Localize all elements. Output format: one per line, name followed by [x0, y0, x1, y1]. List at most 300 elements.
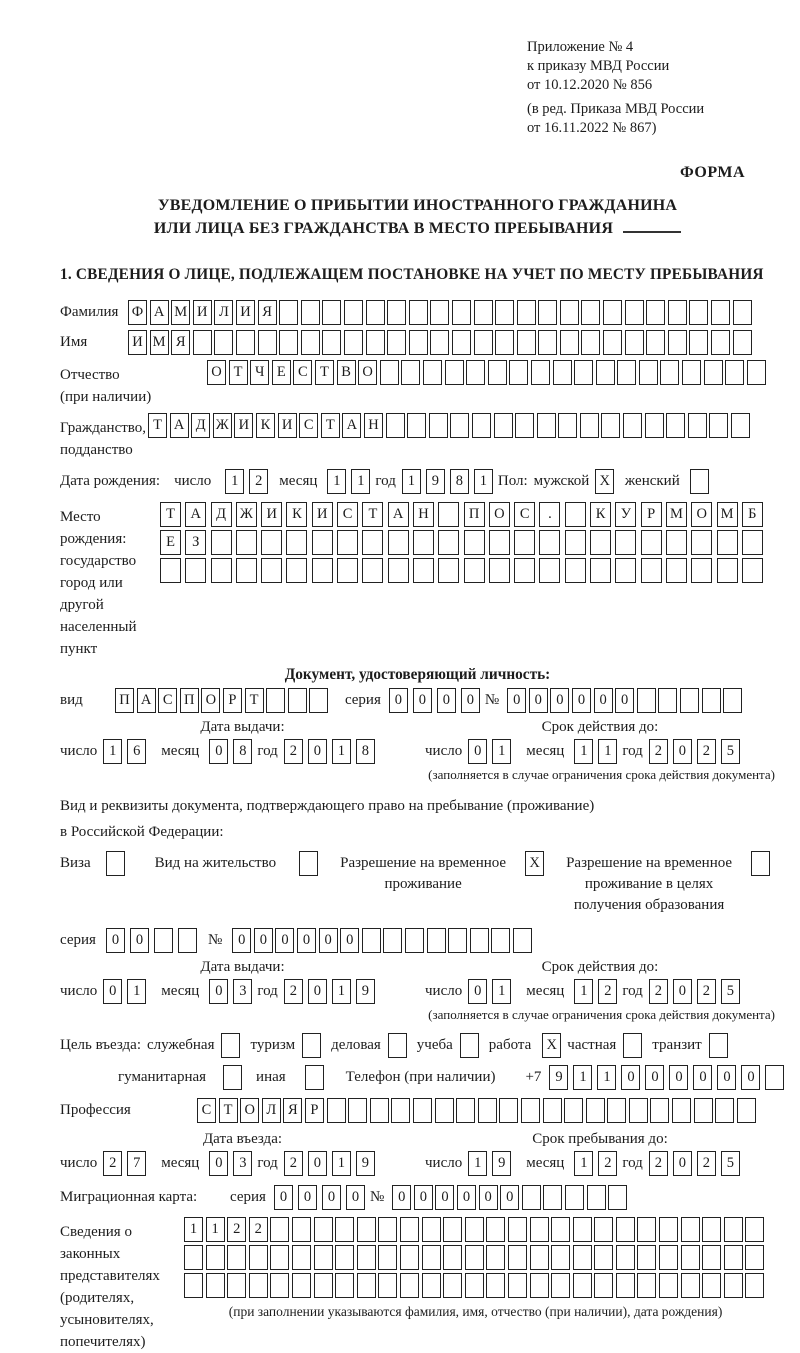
char-cell[interactable]: 9	[492, 1151, 511, 1176]
char-cell[interactable]	[438, 502, 459, 527]
char-cell[interactable]	[488, 360, 507, 385]
char-cell[interactable]	[724, 1217, 743, 1242]
char-cell[interactable]	[337, 558, 358, 583]
char-cell[interactable]	[401, 360, 420, 385]
char-cell[interactable]	[668, 300, 687, 325]
char-cell[interactable]	[489, 558, 510, 583]
char-cell[interactable]	[314, 1217, 333, 1242]
checkbox-cell[interactable]	[299, 851, 318, 876]
char-cell[interactable]	[723, 688, 742, 713]
char-cell[interactable]: Т	[362, 502, 383, 527]
char-cell[interactable]: 5	[721, 739, 740, 764]
char-cell[interactable]: Р	[641, 502, 662, 527]
char-cell[interactable]	[615, 530, 636, 555]
char-cell[interactable]	[443, 1273, 462, 1298]
char-cell[interactable]: 0	[669, 1065, 688, 1090]
char-cell[interactable]: 3	[233, 1151, 252, 1176]
char-cell[interactable]	[378, 1245, 397, 1270]
char-cell[interactable]	[312, 558, 333, 583]
char-cell[interactable]	[637, 1245, 656, 1270]
char-cell[interactable]: Е	[272, 360, 291, 385]
char-cell[interactable]: Р	[223, 688, 242, 713]
char-cell[interactable]	[366, 330, 385, 355]
char-cell[interactable]	[551, 1245, 570, 1270]
char-cell[interactable]: Н	[413, 502, 434, 527]
char-cell[interactable]: Н	[364, 413, 383, 438]
char-cell[interactable]	[565, 502, 586, 527]
char-cell[interactable]	[615, 558, 636, 583]
char-cell[interactable]	[702, 1245, 721, 1270]
char-cell[interactable]: С	[197, 1098, 216, 1123]
char-cell[interactable]	[702, 1217, 721, 1242]
char-cell[interactable]	[574, 360, 593, 385]
char-cell[interactable]: 2	[649, 1151, 668, 1176]
char-cell[interactable]	[702, 688, 721, 713]
char-cell[interactable]	[553, 360, 572, 385]
char-cell[interactable]	[309, 688, 328, 713]
char-cell[interactable]	[429, 413, 448, 438]
char-cell[interactable]: М	[717, 502, 738, 527]
char-cell[interactable]: 2	[697, 739, 716, 764]
char-cell[interactable]	[470, 928, 489, 953]
char-cell[interactable]	[407, 413, 426, 438]
char-cell[interactable]: 9	[356, 1151, 375, 1176]
char-cell[interactable]	[717, 530, 738, 555]
char-cell[interactable]	[160, 558, 181, 583]
char-cell[interactable]: 0	[645, 1065, 664, 1090]
char-cell[interactable]	[211, 558, 232, 583]
char-cell[interactable]	[388, 530, 409, 555]
char-cell[interactable]: 1	[492, 979, 511, 1004]
char-cell[interactable]	[486, 1245, 505, 1270]
char-cell[interactable]	[430, 330, 449, 355]
char-cell[interactable]	[472, 413, 491, 438]
char-cell[interactable]	[279, 300, 298, 325]
char-cell[interactable]	[430, 300, 449, 325]
char-cell[interactable]	[522, 1185, 541, 1210]
char-cell[interactable]	[286, 530, 307, 555]
char-cell[interactable]: А	[150, 300, 169, 325]
char-cell[interactable]	[645, 413, 664, 438]
char-cell[interactable]	[514, 530, 535, 555]
char-cell[interactable]: Л	[214, 300, 233, 325]
char-cell[interactable]	[452, 330, 471, 355]
char-cell[interactable]	[258, 330, 277, 355]
char-cell[interactable]: Ч	[250, 360, 269, 385]
char-cell[interactable]	[443, 1245, 462, 1270]
char-cell[interactable]: 6	[127, 739, 146, 764]
char-cell[interactable]: 1	[103, 739, 122, 764]
char-cell[interactable]: Р	[305, 1098, 324, 1123]
char-cell[interactable]	[565, 558, 586, 583]
char-cell[interactable]	[702, 1273, 721, 1298]
char-cell[interactable]: 2	[598, 1151, 617, 1176]
char-cell[interactable]	[178, 928, 197, 953]
char-cell[interactable]: 1	[574, 1151, 593, 1176]
char-cell[interactable]	[357, 1217, 376, 1242]
char-cell[interactable]	[508, 1273, 527, 1298]
char-cell[interactable]	[513, 928, 532, 953]
char-cell[interactable]: 1	[402, 469, 421, 494]
char-cell[interactable]: 0	[461, 688, 480, 713]
char-cell[interactable]	[616, 1245, 635, 1270]
char-cell[interactable]	[573, 1217, 592, 1242]
char-cell[interactable]	[249, 1273, 268, 1298]
char-cell[interactable]: 0	[275, 928, 294, 953]
char-cell[interactable]	[646, 330, 665, 355]
char-cell[interactable]: О	[201, 688, 220, 713]
char-cell[interactable]	[539, 558, 560, 583]
checkbox-cell[interactable]	[751, 851, 770, 876]
char-cell[interactable]	[637, 1273, 656, 1298]
char-cell[interactable]: 9	[356, 979, 375, 1004]
char-cell[interactable]: А	[342, 413, 361, 438]
checkbox-cell[interactable]	[460, 1033, 479, 1058]
char-cell[interactable]	[724, 1273, 743, 1298]
char-cell[interactable]	[413, 530, 434, 555]
char-cell[interactable]	[206, 1245, 225, 1270]
char-cell[interactable]	[590, 558, 611, 583]
char-cell[interactable]	[499, 1098, 518, 1123]
char-cell[interactable]	[586, 1098, 605, 1123]
char-cell[interactable]	[409, 300, 428, 325]
char-cell[interactable]: 2	[649, 979, 668, 1004]
char-cell[interactable]: 0	[468, 739, 487, 764]
char-cell[interactable]	[629, 1098, 648, 1123]
char-cell[interactable]	[530, 1273, 549, 1298]
char-cell[interactable]	[590, 530, 611, 555]
char-cell[interactable]	[543, 1185, 562, 1210]
char-cell[interactable]: П	[464, 502, 485, 527]
char-cell[interactable]: 0	[741, 1065, 760, 1090]
char-cell[interactable]	[227, 1245, 246, 1270]
char-cell[interactable]: 0	[693, 1065, 712, 1090]
char-cell[interactable]	[211, 530, 232, 555]
char-cell[interactable]: 1	[127, 979, 146, 1004]
char-cell[interactable]	[314, 1273, 333, 1298]
char-cell[interactable]	[508, 1245, 527, 1270]
char-cell[interactable]	[413, 1098, 432, 1123]
char-cell[interactable]: И	[234, 413, 253, 438]
char-cell[interactable]	[688, 413, 707, 438]
char-cell[interactable]	[538, 330, 557, 355]
char-cell[interactable]	[517, 300, 536, 325]
char-cell[interactable]: О	[207, 360, 226, 385]
char-cell[interactable]	[348, 1098, 367, 1123]
char-cell[interactable]	[691, 530, 712, 555]
char-cell[interactable]	[538, 300, 557, 325]
char-cell[interactable]	[478, 1098, 497, 1123]
char-cell[interactable]: 0	[232, 928, 251, 953]
char-cell[interactable]	[413, 558, 434, 583]
char-cell[interactable]	[357, 1273, 376, 1298]
char-cell[interactable]	[288, 688, 307, 713]
char-cell[interactable]: А	[170, 413, 189, 438]
char-cell[interactable]	[362, 558, 383, 583]
char-cell[interactable]	[646, 300, 665, 325]
char-cell[interactable]: 0	[673, 739, 692, 764]
char-cell[interactable]: 0	[550, 688, 569, 713]
char-cell[interactable]: 2	[697, 979, 716, 1004]
char-cell[interactable]	[423, 360, 442, 385]
char-cell[interactable]	[335, 1273, 354, 1298]
char-cell[interactable]	[745, 1245, 764, 1270]
char-cell[interactable]: 0	[130, 928, 149, 953]
char-cell[interactable]: 1	[332, 979, 351, 1004]
char-cell[interactable]	[400, 1273, 419, 1298]
char-cell[interactable]: Я	[258, 300, 277, 325]
char-cell[interactable]	[292, 1273, 311, 1298]
char-cell[interactable]	[521, 1098, 540, 1123]
char-cell[interactable]	[650, 1098, 669, 1123]
char-cell[interactable]	[564, 1098, 583, 1123]
char-cell[interactable]: 8	[450, 469, 469, 494]
char-cell[interactable]: З	[185, 530, 206, 555]
char-cell[interactable]: О	[358, 360, 377, 385]
checkbox-cell[interactable]	[388, 1033, 407, 1058]
char-cell[interactable]: 2	[284, 739, 303, 764]
char-cell[interactable]: 0	[209, 1151, 228, 1176]
char-cell[interactable]	[659, 1245, 678, 1270]
char-cell[interactable]	[531, 360, 550, 385]
char-cell[interactable]	[694, 1098, 713, 1123]
char-cell[interactable]: 9	[426, 469, 445, 494]
char-cell[interactable]: 0	[437, 688, 456, 713]
char-cell[interactable]	[452, 300, 471, 325]
char-cell[interactable]	[494, 413, 513, 438]
char-cell[interactable]	[400, 1217, 419, 1242]
char-cell[interactable]	[682, 360, 701, 385]
char-cell[interactable]: И	[236, 300, 255, 325]
char-cell[interactable]	[378, 1273, 397, 1298]
char-cell[interactable]	[530, 1245, 549, 1270]
char-cell[interactable]	[474, 300, 493, 325]
char-cell[interactable]: 0	[340, 928, 359, 953]
char-cell[interactable]	[362, 928, 381, 953]
checkbox-cell[interactable]: X	[525, 851, 544, 876]
char-cell[interactable]: 0	[621, 1065, 640, 1090]
char-cell[interactable]	[409, 330, 428, 355]
char-cell[interactable]	[427, 928, 446, 953]
char-cell[interactable]: 1	[332, 1151, 351, 1176]
char-cell[interactable]: 0	[389, 688, 408, 713]
char-cell[interactable]	[581, 300, 600, 325]
char-cell[interactable]	[658, 688, 677, 713]
char-cell[interactable]	[214, 330, 233, 355]
char-cell[interactable]	[668, 330, 687, 355]
char-cell[interactable]	[362, 530, 383, 555]
char-cell[interactable]	[495, 300, 514, 325]
char-cell[interactable]	[530, 1217, 549, 1242]
char-cell[interactable]: П	[180, 688, 199, 713]
checkbox-cell[interactable]: X	[542, 1033, 561, 1058]
char-cell[interactable]: 2	[284, 979, 303, 1004]
char-cell[interactable]: 0	[308, 1151, 327, 1176]
char-cell[interactable]	[509, 360, 528, 385]
char-cell[interactable]	[400, 1245, 419, 1270]
char-cell[interactable]: 9	[549, 1065, 568, 1090]
char-cell[interactable]	[581, 330, 600, 355]
char-cell[interactable]	[551, 1217, 570, 1242]
char-cell[interactable]	[573, 1245, 592, 1270]
char-cell[interactable]	[465, 1245, 484, 1270]
char-cell[interactable]	[227, 1273, 246, 1298]
char-cell[interactable]: 0	[673, 1151, 692, 1176]
char-cell[interactable]: М	[666, 502, 687, 527]
char-cell[interactable]	[344, 330, 363, 355]
char-cell[interactable]	[558, 413, 577, 438]
char-cell[interactable]: Т	[160, 502, 181, 527]
char-cell[interactable]	[465, 1217, 484, 1242]
char-cell[interactable]: 0	[500, 1185, 519, 1210]
char-cell[interactable]: 0	[507, 688, 526, 713]
char-cell[interactable]: И	[312, 502, 333, 527]
char-cell[interactable]	[286, 558, 307, 583]
char-cell[interactable]	[312, 530, 333, 555]
char-cell[interactable]: 0	[106, 928, 125, 953]
char-cell[interactable]	[236, 558, 257, 583]
char-cell[interactable]: 0	[392, 1185, 411, 1210]
char-cell[interactable]	[517, 330, 536, 355]
char-cell[interactable]	[292, 1245, 311, 1270]
char-cell[interactable]	[193, 330, 212, 355]
char-cell[interactable]	[681, 1273, 700, 1298]
char-cell[interactable]: 1	[574, 979, 593, 1004]
char-cell[interactable]	[357, 1245, 376, 1270]
char-cell[interactable]	[594, 1245, 613, 1270]
char-cell[interactable]: 0	[479, 1185, 498, 1210]
char-cell[interactable]: 0	[717, 1065, 736, 1090]
char-cell[interactable]	[711, 330, 730, 355]
char-cell[interactable]: 0	[298, 1185, 317, 1210]
char-cell[interactable]	[335, 1217, 354, 1242]
char-cell[interactable]: И	[261, 502, 282, 527]
char-cell[interactable]: 0	[413, 688, 432, 713]
char-cell[interactable]: 7	[127, 1151, 146, 1176]
char-cell[interactable]	[603, 300, 622, 325]
char-cell[interactable]	[435, 1098, 454, 1123]
char-cell[interactable]: 0	[209, 739, 228, 764]
char-cell[interactable]	[301, 330, 320, 355]
char-cell[interactable]: 1	[327, 469, 346, 494]
char-cell[interactable]	[515, 413, 534, 438]
char-cell[interactable]: .	[539, 502, 560, 527]
char-cell[interactable]	[641, 558, 662, 583]
char-cell[interactable]: 0	[529, 688, 548, 713]
char-cell[interactable]: Ф	[128, 300, 147, 325]
char-cell[interactable]: О	[240, 1098, 259, 1123]
char-cell[interactable]: 1	[474, 469, 493, 494]
char-cell[interactable]	[689, 330, 708, 355]
char-cell[interactable]: 0	[297, 928, 316, 953]
char-cell[interactable]	[616, 1273, 635, 1298]
char-cell[interactable]: О	[489, 502, 510, 527]
char-cell[interactable]	[551, 1273, 570, 1298]
char-cell[interactable]	[672, 1098, 691, 1123]
char-cell[interactable]	[565, 530, 586, 555]
char-cell[interactable]: 2	[103, 1151, 122, 1176]
char-cell[interactable]	[596, 360, 615, 385]
char-cell[interactable]: 1	[468, 1151, 487, 1176]
char-cell[interactable]: И	[278, 413, 297, 438]
char-cell[interactable]: 0	[103, 979, 122, 1004]
char-cell[interactable]: 0	[468, 979, 487, 1004]
char-cell[interactable]: С	[293, 360, 312, 385]
char-cell[interactable]	[681, 1217, 700, 1242]
char-cell[interactable]	[704, 360, 723, 385]
char-cell[interactable]: 0	[457, 1185, 476, 1210]
char-cell[interactable]: 1	[351, 469, 370, 494]
char-cell[interactable]	[387, 300, 406, 325]
checkbox-cell[interactable]	[305, 1065, 324, 1090]
char-cell[interactable]	[292, 1217, 311, 1242]
char-cell[interactable]: 1	[598, 739, 617, 764]
char-cell[interactable]	[184, 1273, 203, 1298]
char-cell[interactable]	[742, 530, 763, 555]
char-cell[interactable]: 1	[574, 739, 593, 764]
char-cell[interactable]	[489, 530, 510, 555]
char-cell[interactable]	[514, 558, 535, 583]
checkbox-cell[interactable]	[221, 1033, 240, 1058]
char-cell[interactable]: 0	[308, 739, 327, 764]
char-cell[interactable]: 8	[356, 739, 375, 764]
char-cell[interactable]	[765, 1065, 784, 1090]
char-cell[interactable]: Д	[191, 413, 210, 438]
char-cell[interactable]	[438, 558, 459, 583]
char-cell[interactable]	[623, 413, 642, 438]
char-cell[interactable]: К	[286, 502, 307, 527]
char-cell[interactable]	[154, 928, 173, 953]
char-cell[interactable]: 2	[249, 469, 268, 494]
char-cell[interactable]	[464, 558, 485, 583]
char-cell[interactable]	[445, 360, 464, 385]
char-cell[interactable]	[378, 1217, 397, 1242]
char-cell[interactable]	[443, 1217, 462, 1242]
checkbox-cell[interactable]	[709, 1033, 728, 1058]
char-cell[interactable]: И	[128, 330, 147, 355]
char-cell[interactable]	[637, 1217, 656, 1242]
char-cell[interactable]: 1	[492, 739, 511, 764]
char-cell[interactable]	[608, 1185, 627, 1210]
char-cell[interactable]	[391, 1098, 410, 1123]
char-cell[interactable]: Т	[229, 360, 248, 385]
char-cell[interactable]: 3	[233, 979, 252, 1004]
char-cell[interactable]	[539, 530, 560, 555]
char-cell[interactable]	[601, 413, 620, 438]
checkbox-cell[interactable]	[106, 851, 125, 876]
char-cell[interactable]	[666, 530, 687, 555]
char-cell[interactable]	[337, 530, 358, 555]
char-cell[interactable]: 8	[233, 739, 252, 764]
char-cell[interactable]	[314, 1245, 333, 1270]
char-cell[interactable]	[689, 300, 708, 325]
char-cell[interactable]	[335, 1245, 354, 1270]
char-cell[interactable]: Т	[219, 1098, 238, 1123]
char-cell[interactable]	[236, 330, 255, 355]
char-cell[interactable]	[625, 300, 644, 325]
char-cell[interactable]	[725, 360, 744, 385]
char-cell[interactable]	[322, 300, 341, 325]
char-cell[interactable]	[185, 558, 206, 583]
char-cell[interactable]	[466, 360, 485, 385]
char-cell[interactable]	[495, 330, 514, 355]
char-cell[interactable]	[508, 1217, 527, 1242]
char-cell[interactable]: 0	[254, 928, 273, 953]
char-cell[interactable]	[603, 330, 622, 355]
char-cell[interactable]	[680, 688, 699, 713]
char-cell[interactable]	[474, 330, 493, 355]
char-cell[interactable]: Т	[315, 360, 334, 385]
